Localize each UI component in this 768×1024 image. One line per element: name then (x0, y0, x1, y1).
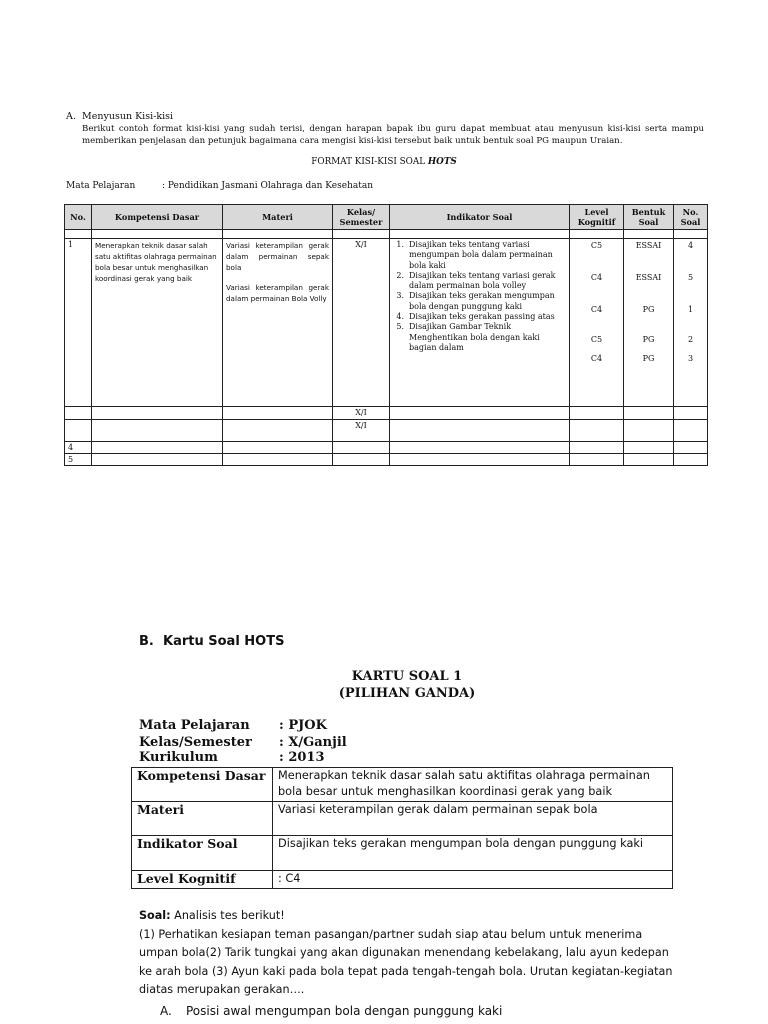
card-title (0, 668, 768, 702)
card-title-line-2: (PILIHAN GANDA) (338, 686, 476, 701)
section-a-letter: A. (66, 111, 76, 122)
meta-row-kurikulum (139, 750, 325, 766)
format-title-prefix: FORMAT KISI-KISI SOAL (311, 157, 428, 167)
subject-value: : Pendidikan Jasmani Olahraga dan Kesehatan (162, 181, 374, 191)
meta-value: : 2013 (279, 750, 325, 765)
row-number: 4 (65, 442, 92, 454)
materi-item: Variasi keterampilan gerak dalam permainan Bola Volly (226, 283, 329, 303)
no-soal-value: 4 (687, 241, 694, 250)
card-key: Kompetensi Dasar (132, 768, 273, 802)
bentuk-value: ESSAI (635, 273, 662, 282)
level-kognitif-cell (570, 239, 624, 407)
bentuk-value: PG (642, 335, 655, 344)
section-a-title: Menyusun Kisi-kisi (82, 111, 174, 122)
indikator-item: 4. Disajikan teks gerakan passing atas (396, 312, 555, 322)
materi-cell (223, 239, 333, 407)
table-header-row (65, 205, 708, 230)
header-no: No. (65, 205, 92, 230)
kelas-cell: X/I (333, 420, 390, 442)
format-title (0, 157, 768, 167)
level-value: C4 (590, 273, 603, 282)
no-soal-value: 3 (687, 354, 694, 363)
indikator-item: 3. Disajikan teks gerakan mengumpan bola dengan punggung kaki (396, 291, 555, 311)
soal-text: (1) Perhatikan kesiapan teman pasangan/partner sudah siap atau belum untuk menerima umpan bola(2) Tarik tungkai yang akan digunakan menendang kebelakang, lalu ayun kedepan ke arah bola (3) Ayun kaki pada bola tepat pada tengah-tengah bola. Urutan kegiatan-kegiatan diatas merupakan gerakan…. (139, 927, 673, 996)
indikator-item: 2. Disajikan teks tentang variasi gerak dalam permainan bola volley (396, 270, 556, 291)
meta-row-kelas-semester (139, 735, 347, 751)
bentuk-value: PG (642, 354, 655, 363)
table-row (65, 420, 708, 442)
soal-label: Soal: (139, 909, 171, 922)
kartu-soal-table (131, 767, 673, 889)
level-value: C5 (590, 241, 603, 250)
kelas-cell: X/I (333, 407, 390, 420)
no-soal-cell (674, 239, 708, 407)
meta-key: Mata Pelajaran (139, 718, 250, 733)
card-key: Materi (132, 802, 273, 836)
header-kelas-semester: Kelas/ Semester (333, 205, 390, 230)
section-a-heading (66, 111, 173, 122)
bentuk-value: PG (642, 305, 655, 314)
card-title-line-1: KARTU SOAL 1 (351, 669, 463, 684)
card-value: Menerapkan teknik dasar salah satu aktifitas olahraga permainan bola besar untuk menghasilkan koordinasi gerak yang baik (273, 768, 673, 802)
kompetensi-dasar-cell: Menerapkan teknik dasar salah satu aktifitas olahraga permainan bola besar untuk menghasilkan koordinasi gerak yang baik (92, 239, 223, 407)
meta-key: Kurikulum (139, 750, 218, 765)
kelas-cell: X/I (333, 239, 390, 407)
indikator-item: 5. Disajikan Gambar Teknik Menghentikan bola dengan kaki bagian dalam (396, 322, 540, 352)
card-key: Indikator Soal (132, 836, 273, 871)
subject-label: Mata Pelajaran (66, 181, 136, 191)
table-row (65, 239, 708, 407)
bentuk-soal-cell (624, 239, 674, 407)
indikator-item: 1. Disajikan teks tentang variasi mengumpan bola dalam permainan bola kaki (396, 240, 553, 270)
soal-block (139, 907, 677, 1000)
card-row (132, 871, 673, 889)
level-value: C5 (590, 335, 603, 344)
materi-item: Variasi keterampilan gerak dalam permainan sepak bola (226, 241, 329, 272)
header-kompetensi-dasar: Kompetensi Dasar (92, 205, 223, 230)
row-number: 1 (65, 239, 92, 407)
level-value: C4 (590, 305, 603, 314)
level-value: C4 (590, 354, 603, 363)
indikator-cell (390, 239, 570, 407)
card-row (132, 802, 673, 836)
header-no-soal: No. Soal (674, 205, 708, 230)
kisi-kisi-table (64, 204, 708, 466)
row-number: 5 (65, 454, 92, 466)
format-title-emphasis: HOTS (427, 157, 457, 167)
option-text: Posisi awal mengumpan bola dengan punggung kaki (186, 1004, 503, 1018)
table-row (65, 454, 708, 466)
meta-row-mata-pelajaran (139, 718, 327, 734)
meta-value: : PJOK (279, 718, 327, 733)
card-key: Level Kognitif (132, 871, 273, 889)
header-indikator-soal: Indikator Soal (390, 205, 570, 230)
header-materi: Materi (223, 205, 333, 230)
table-row (65, 442, 708, 454)
no-soal-value: 5 (687, 273, 694, 282)
card-value: : C4 (273, 871, 673, 889)
soal-intro: Analisis tes berikut! (170, 909, 285, 922)
table-row (65, 407, 708, 420)
section-b-letter: B. (139, 634, 154, 649)
table-spacer-row (65, 230, 708, 239)
option-letter: A. (160, 1004, 172, 1018)
meta-value: : X/Ganjil (279, 735, 347, 750)
section-b-title: Kartu Soal HOTS (163, 634, 285, 649)
soal-instruction (139, 907, 677, 926)
answer-option-a (160, 1004, 502, 1018)
no-soal-value: 1 (687, 305, 694, 314)
subject-line (66, 181, 373, 191)
card-value: Variasi keterampilan gerak dalam permainan sepak bola (273, 802, 673, 836)
card-row (132, 836, 673, 871)
bentuk-value: ESSAI (635, 241, 662, 250)
card-row (132, 768, 673, 802)
header-bentuk-soal: Bentuk Soal (624, 205, 674, 230)
meta-key: Kelas/Semester (139, 735, 252, 750)
header-level-kognitif: Level Kognitif (570, 205, 624, 230)
no-soal-value: 2 (687, 335, 694, 344)
card-value: Disajikan teks gerakan mengumpan bola dengan punggung kaki (273, 836, 673, 871)
section-a-paragraph: Berikut contoh format kisi-kisi yang sudah terisi, dengan harapan bapak ibu guru dapat membuat atau menyusun kisi-kisi serta mampu memberikan penjelasan dan petunjuk bagaimana cara mengisi kisi-kisi tersebut baik untuk bentuk soal PG maupun Uraian. (82, 124, 704, 146)
section-b-heading (139, 634, 284, 649)
